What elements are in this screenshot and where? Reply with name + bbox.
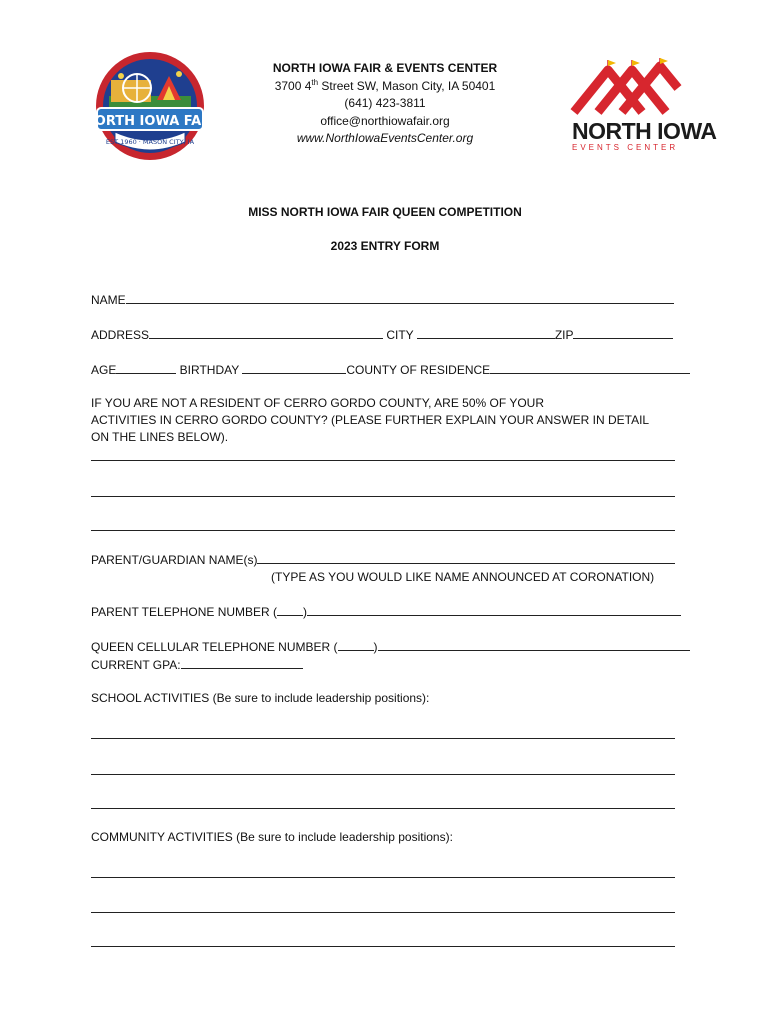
community-activities-line[interactable] [91, 912, 675, 913]
birthday-label: BIRTHDAY [176, 363, 240, 377]
queen-area-code-field[interactable] [338, 638, 374, 651]
community-activities-label: COMMUNITY ACTIVITIES (Be sure to include leadership positions): [91, 830, 453, 844]
community-activities-line[interactable] [91, 877, 675, 878]
zip-field[interactable] [573, 326, 673, 339]
non-resident-question-line-3: ON THE LINES BELOW). [91, 430, 229, 444]
school-activities-line[interactable] [91, 774, 675, 775]
school-activities-line[interactable] [91, 738, 675, 739]
form-title: MISS NORTH IOWA FAIR QUEEN COMPETITION [248, 205, 522, 219]
community-activities-line[interactable] [91, 946, 675, 947]
parent-names-field[interactable] [257, 551, 675, 564]
zip-label: ZIP [554, 328, 574, 342]
parent-phone-field[interactable] [307, 603, 681, 616]
parent-area-code-field[interactable] [277, 603, 303, 616]
website-link[interactable]: www.NorthIowaEventsCenter.org [296, 131, 474, 145]
parent-names-label: PARENT/GUARDIAN NAME(s) [91, 553, 258, 567]
org-name: NORTH IOWA FAIR & EVENTS CENTER [272, 61, 498, 75]
age-label: AGE [91, 363, 117, 377]
age-row [91, 361, 690, 379]
parent-names-row [91, 551, 675, 569]
non-resident-question-line-2: ACTIVITIES IN CERRO GORDO COUNTY? (PLEASE FURTHER EXPLAIN YOUR ANSWER IN DETAIL [91, 413, 650, 427]
school-activities-line[interactable] [91, 808, 675, 809]
parent-phone-label: PARENT TELEPHONE NUMBER ( [91, 605, 278, 619]
queen-phone-row: QUEEN CELLULAR TELEPHONE NUMBER ( ) [91, 638, 690, 656]
gpa-field[interactable] [181, 656, 303, 669]
north-iowa-events-center-logo [572, 58, 717, 152]
school-activities-label: SCHOOL ACTIVITIES (Be sure to include leadership positions): [91, 691, 430, 705]
tent-peaks-icon [572, 58, 680, 114]
explanation-line[interactable] [91, 460, 675, 461]
logo-title: NORTH IOWA [572, 118, 717, 144]
address-row [91, 326, 673, 344]
explanation-line[interactable] [91, 530, 675, 531]
city-field[interactable] [417, 326, 555, 339]
email-address: office@northiowafair.org [320, 113, 450, 128]
street-address: 3700 4th Street SW, Mason City, IA 50401 [274, 77, 496, 93]
form-subtitle: 2023 ENTRY FORM [330, 239, 440, 253]
parent-phone-row: PARENT TELEPHONE NUMBER ( ) [91, 603, 681, 621]
gpa-label: CURRENT GPA: [91, 658, 181, 672]
phone-number: (641) 423-3811 [344, 96, 426, 110]
gpa-row [91, 656, 303, 674]
logo-subtitle: EVENTS CENTER [572, 143, 679, 152]
non-resident-question-line-1: IF YOU ARE NOT A RESIDENT OF CERRO GORDO COUNTY, ARE 50% OF YOUR [91, 396, 544, 410]
name-row [91, 291, 674, 309]
birthday-field[interactable] [242, 361, 346, 374]
explanation-line[interactable] [91, 496, 675, 497]
queen-phone-field[interactable] [378, 638, 690, 651]
logo-ribbon-text: EST 1960 · MASON CITY, IA [105, 138, 195, 146]
age-field[interactable] [116, 361, 176, 374]
county-label: COUNTY OF RESIDENCE [346, 363, 491, 377]
queen-phone-label: QUEEN CELLULAR TELEPHONE NUMBER ( [91, 640, 338, 654]
parent-names-note: (TYPE AS YOU WOULD LIKE NAME ANNOUNCED AT CORONATION) [271, 570, 655, 584]
city-label: CITY [383, 328, 414, 342]
header-block [235, 60, 535, 148]
address-label: ADDRESS [91, 328, 150, 342]
logo-banner-text: NORTH IOWA FAIR [83, 114, 217, 129]
north-iowa-fair-logo [83, 50, 217, 162]
address-field[interactable] [149, 326, 383, 339]
name-field[interactable] [126, 291, 674, 304]
county-field[interactable] [490, 361, 690, 374]
name-label: NAME [91, 293, 126, 307]
